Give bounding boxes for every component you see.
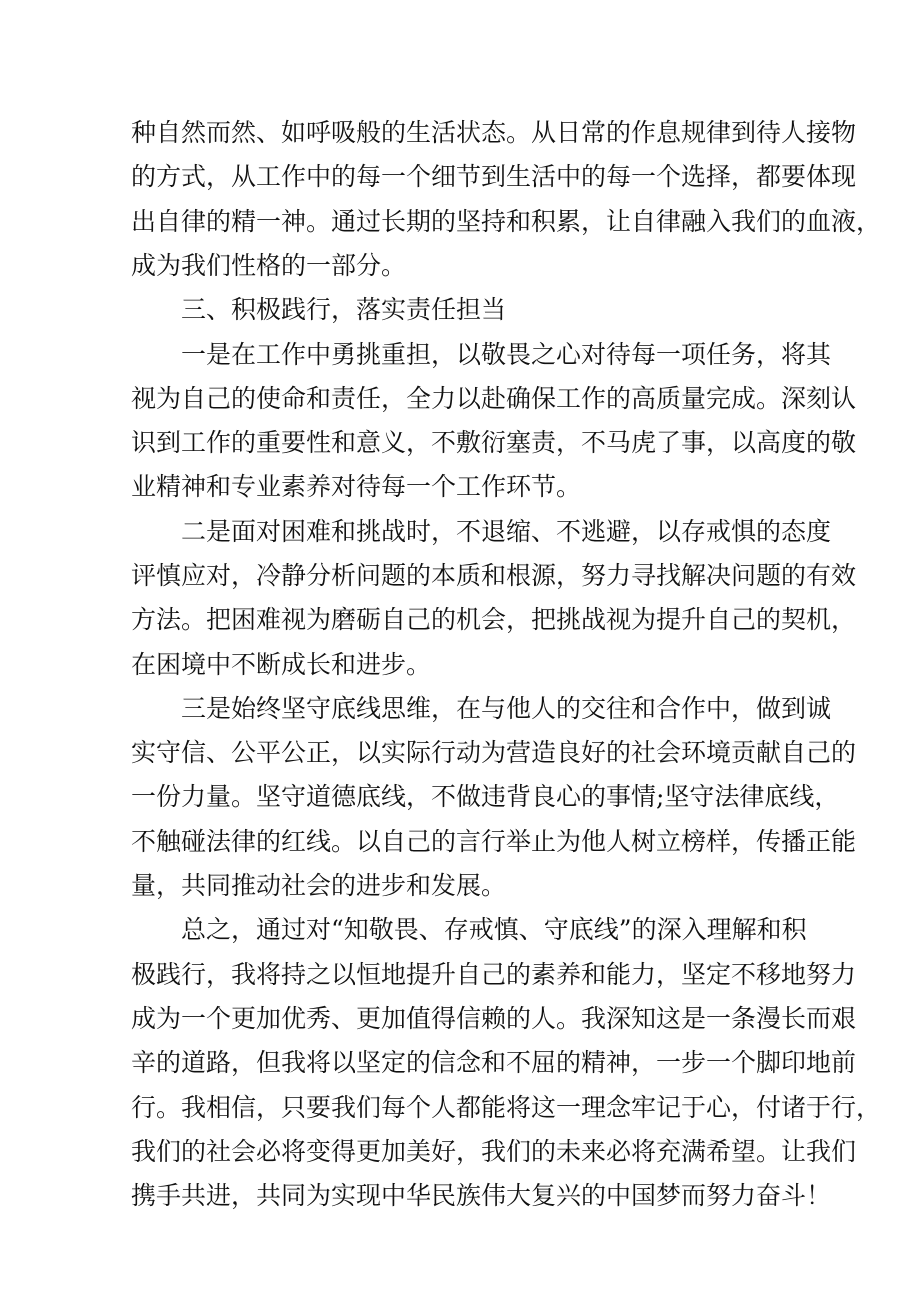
body-text-line: 成为我们性格的一部分。 bbox=[131, 251, 407, 280]
body-text-line: 实守信、公平公正，以实际行动为营造良好的社会环境贡献自己的 bbox=[131, 738, 857, 767]
body-text-line: 辛的道路，但我将以坚定的信念和不屈的精神，一步一个脚印地前 bbox=[131, 1048, 857, 1077]
body-text-line: 三是始终坚守底线思维，在与他人的交往和合作中，做到诚 bbox=[181, 694, 832, 723]
body-text-line: 一份力量。坚守道德底线，不做违背良心的事情;坚守法律底线， bbox=[131, 782, 840, 811]
body-text-line: 总之，通过对“知敬畏、存戒慎、守底线”的深入理解和积 bbox=[181, 915, 807, 944]
body-text-line: 方法。把困难视为磨砺自己的机会，把挑战视为提升自己的契机， bbox=[131, 605, 857, 634]
body-text-line: 行。我相信，只要我们每个人都能将这一理念牢记于心，付诸于行， bbox=[131, 1093, 882, 1122]
body-text-line: 视为自己的使命和责任，全力以赴确保工作的高质量完成。深刻认 bbox=[131, 384, 857, 413]
body-text-line: 评慎应对，冷静分析问题的本质和根源，努力寻找解决问题的有效 bbox=[131, 561, 857, 590]
body-text-line: 我们的社会必将变得更加美好，我们的未来必将充满希望。让我们 bbox=[131, 1137, 857, 1166]
body-text-line: 的方式，从工作中的每一个细节到生活中的每一个选择，都要体现 bbox=[131, 162, 857, 191]
body-text-line: 识到工作的重要性和意义，不敷衍塞责，不马虎了事，以高度的敬 bbox=[131, 428, 857, 457]
body-text-line: 极践行，我将持之以恒地提升自己的素养和能力，坚定不移地努力 bbox=[131, 960, 857, 989]
body-text-line: 一是在工作中勇挑重担，以敬畏之心对待每一项任务，将其 bbox=[181, 340, 832, 369]
body-text-line: 不触碰法律的红线。以自己的言行举止为他人树立榜样，传播正能 bbox=[131, 827, 857, 856]
body-text-line: 量，共同推动社会的进步和发展。 bbox=[131, 871, 507, 900]
body-text-line: 业精神和专业素养对待每一个工作环节。 bbox=[131, 472, 582, 501]
section-heading: 三、积极践行，落实责任担当 bbox=[181, 295, 507, 324]
body-text-line: 出自律的精一神。通过长期的坚持和积累，让自律融入我们的血液， bbox=[131, 207, 882, 236]
body-text-line: 携手共进，共同为实现中华民族伟大复兴的中国梦而努力奋斗！ bbox=[131, 1181, 832, 1210]
body-text-line: 成为一个更加优秀、更加值得信赖的人。我深知这是一条漫长而艰 bbox=[131, 1004, 857, 1033]
body-text-line: 种自然而然、如呼吸般的生活状态。从日常的作息规律到待人接物 bbox=[131, 118, 857, 147]
body-text-line: 在困境中不断成长和进步。 bbox=[131, 650, 432, 679]
body-text-line: 二是面对困难和挑战时，不退缩、不逃避，以存戒惧的态度 bbox=[181, 517, 832, 546]
